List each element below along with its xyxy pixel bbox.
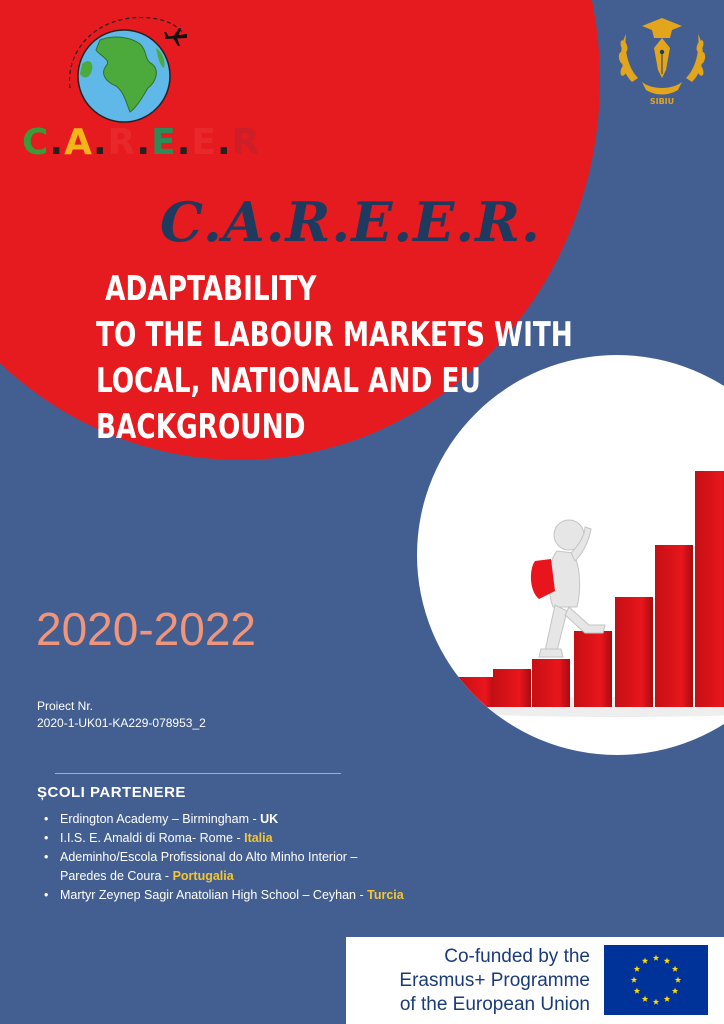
school-name: Ademinho/Escola Profissional do Alto Minho Interior – xyxy=(60,850,358,864)
crest-city-text: SIBIU xyxy=(649,97,675,106)
logo-letter: C xyxy=(22,122,50,163)
logo-letter: R xyxy=(231,122,261,163)
divider xyxy=(55,773,341,774)
eu-funding-text xyxy=(360,945,590,1017)
school-name: Erdington Academy – Birmingham - xyxy=(60,812,261,826)
school-country: Turcia xyxy=(367,888,404,902)
illustration-circle xyxy=(417,355,724,755)
school-name: Martyr Zeynep Sagir Anatolian High School – Ceyhan - xyxy=(60,888,368,902)
subtitle-line-4: BACKGROUND xyxy=(96,407,306,447)
bullet-icon: • xyxy=(44,850,49,864)
school-country: Italia xyxy=(244,831,273,845)
school-country: Portugalia xyxy=(172,869,234,883)
logo-letter: . xyxy=(216,122,232,163)
school-location: Paredes de Coura - xyxy=(60,869,173,883)
logo-letter: A xyxy=(64,122,93,163)
person-climbing-chart-icon xyxy=(417,355,724,755)
school-text xyxy=(60,848,357,886)
eu-line-1: Co-funded by the xyxy=(444,946,590,967)
logo-letter: R xyxy=(107,122,137,163)
school-text xyxy=(60,810,278,829)
eu-line-3: of the European Union xyxy=(399,994,590,1015)
page-title: C.A.R.E.E.R. xyxy=(160,190,541,254)
list-item xyxy=(44,810,504,829)
fountain-pen-crest-icon xyxy=(612,12,712,108)
years-text: 2020-2022 xyxy=(36,603,256,655)
list-item xyxy=(44,848,504,886)
school-text xyxy=(60,886,404,905)
list-item xyxy=(44,886,504,905)
logo-letter: . xyxy=(49,122,65,163)
bullet-icon: • xyxy=(44,888,49,902)
logo-letter: E xyxy=(191,122,217,163)
logo-letter: . xyxy=(176,122,192,163)
logo-letter: . xyxy=(92,122,108,163)
logo-letter: E xyxy=(151,122,177,163)
airplane-icon xyxy=(163,26,189,48)
eu-line-2: Erasmus+ Programme xyxy=(399,970,590,991)
subtitle-line-1: ADAPTABILITY xyxy=(96,269,317,309)
schools-heading: ȘCOLI PARTENERE xyxy=(37,784,186,801)
list-item xyxy=(44,829,504,848)
bullet-icon: • xyxy=(44,812,49,826)
eu-flag-icon xyxy=(604,945,708,1015)
project-number: 2020-1-UK01-KA229-078953_2 xyxy=(37,716,206,730)
career-logo-text xyxy=(22,122,260,163)
subtitle-line-2: TO THE LABOUR MARKETS WITH xyxy=(96,315,573,355)
eu-funding-box xyxy=(346,937,724,1024)
school-name: I.I.S. E. Amaldi di Roma- Rome - xyxy=(60,831,245,845)
logo-letter: . xyxy=(136,122,152,163)
bullet-icon: • xyxy=(44,831,49,845)
school-country: UK xyxy=(260,812,279,826)
project-label: Proiect Nr. xyxy=(37,699,94,713)
schools-list xyxy=(44,810,504,905)
school-text xyxy=(60,829,273,848)
subtitle-line-3: LOCAL, NATIONAL AND EU xyxy=(96,361,481,401)
